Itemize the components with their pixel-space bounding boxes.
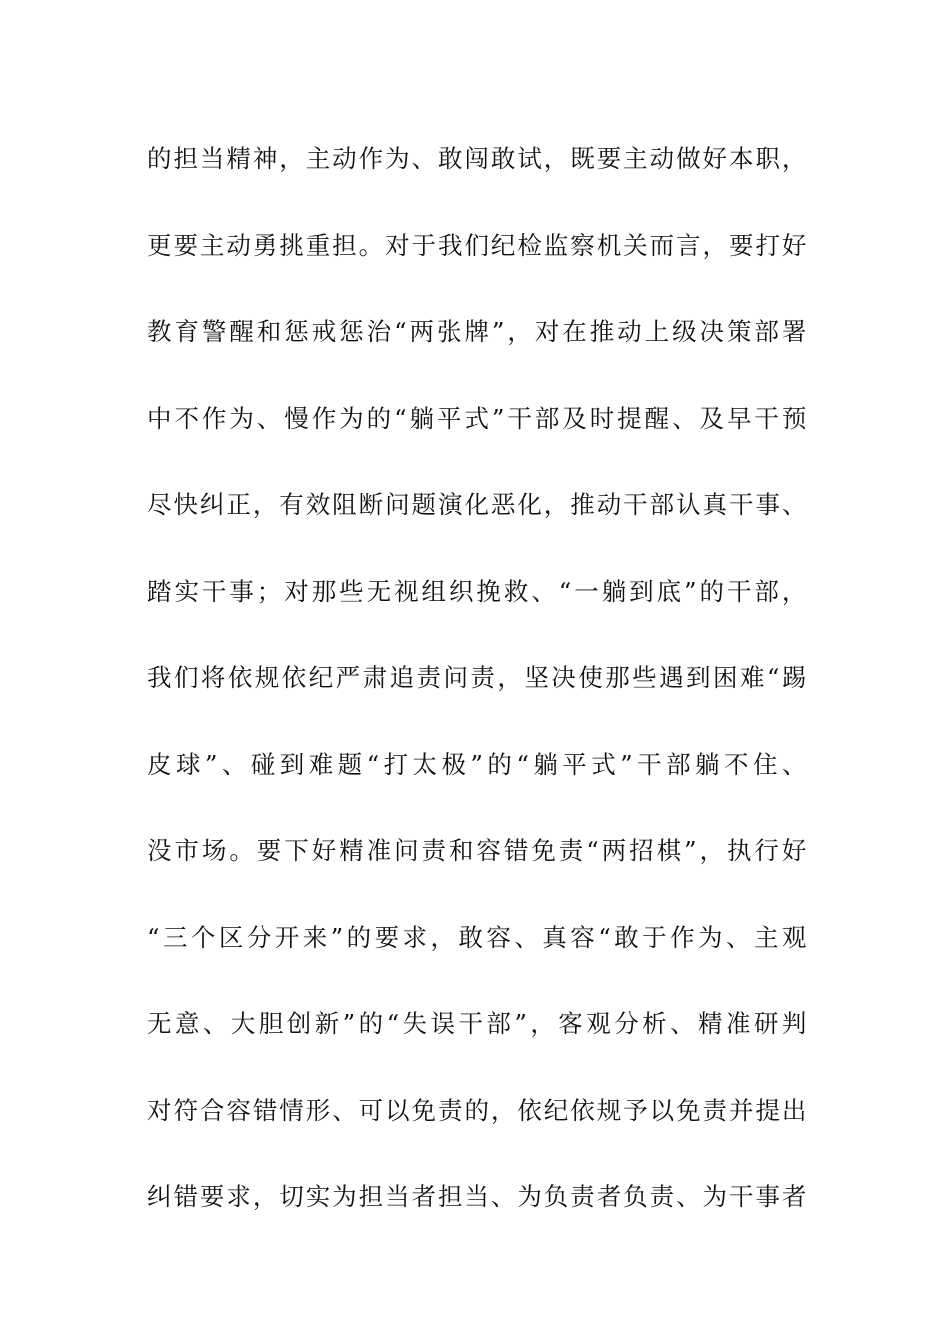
text-line-4: 中不作为、慢作为的“躺平式”干部及时提醒、及早干预	[147, 403, 807, 433]
text-line-5: 尽快纠正，有效阻断问题演化恶化，推动干部认真干事、	[147, 490, 807, 519]
text-line-7: 我们将依规依纪严肃追责问责，坚决使那些遇到困难“踢	[147, 663, 807, 692]
text-line-13: 纠错要求，切实为担当者担当、为负责者负责、为干事者	[147, 1182, 807, 1211]
text-line-1: 的担当精神，主动作为、敢闯敢试，既要主动做好本职，	[147, 144, 807, 173]
text-line-2: 更要主动勇挑重担。对于我们纪检监察机关而言，要打好	[147, 230, 807, 260]
text-line-3: 教育警醒和惩戒惩治“两张牌”，对在推动上级决策部署	[147, 317, 807, 346]
text-line-8: 皮球”、碰到难题“打太极”的“躺平式”干部躺不住、	[147, 749, 807, 779]
text-line-11: 无意、大胆创新”的“失误干部”，客观分析、精准研判	[147, 1009, 807, 1038]
text-line-10: “三个区分开来”的要求，敢容、真容“敢于作为、主观	[147, 922, 807, 952]
body-paragraph	[147, 132, 807, 1257]
text-line-12: 对符合容错情形、可以免责的，依纪依规予以免责并提出	[147, 1095, 807, 1125]
text-line-6: 踏实干事；对那些无视组织挽救、“一躺到底”的干部，	[147, 576, 807, 606]
text-line-9: 没市场。要下好精准问责和容错免责“两招棋”，执行好	[147, 836, 807, 865]
